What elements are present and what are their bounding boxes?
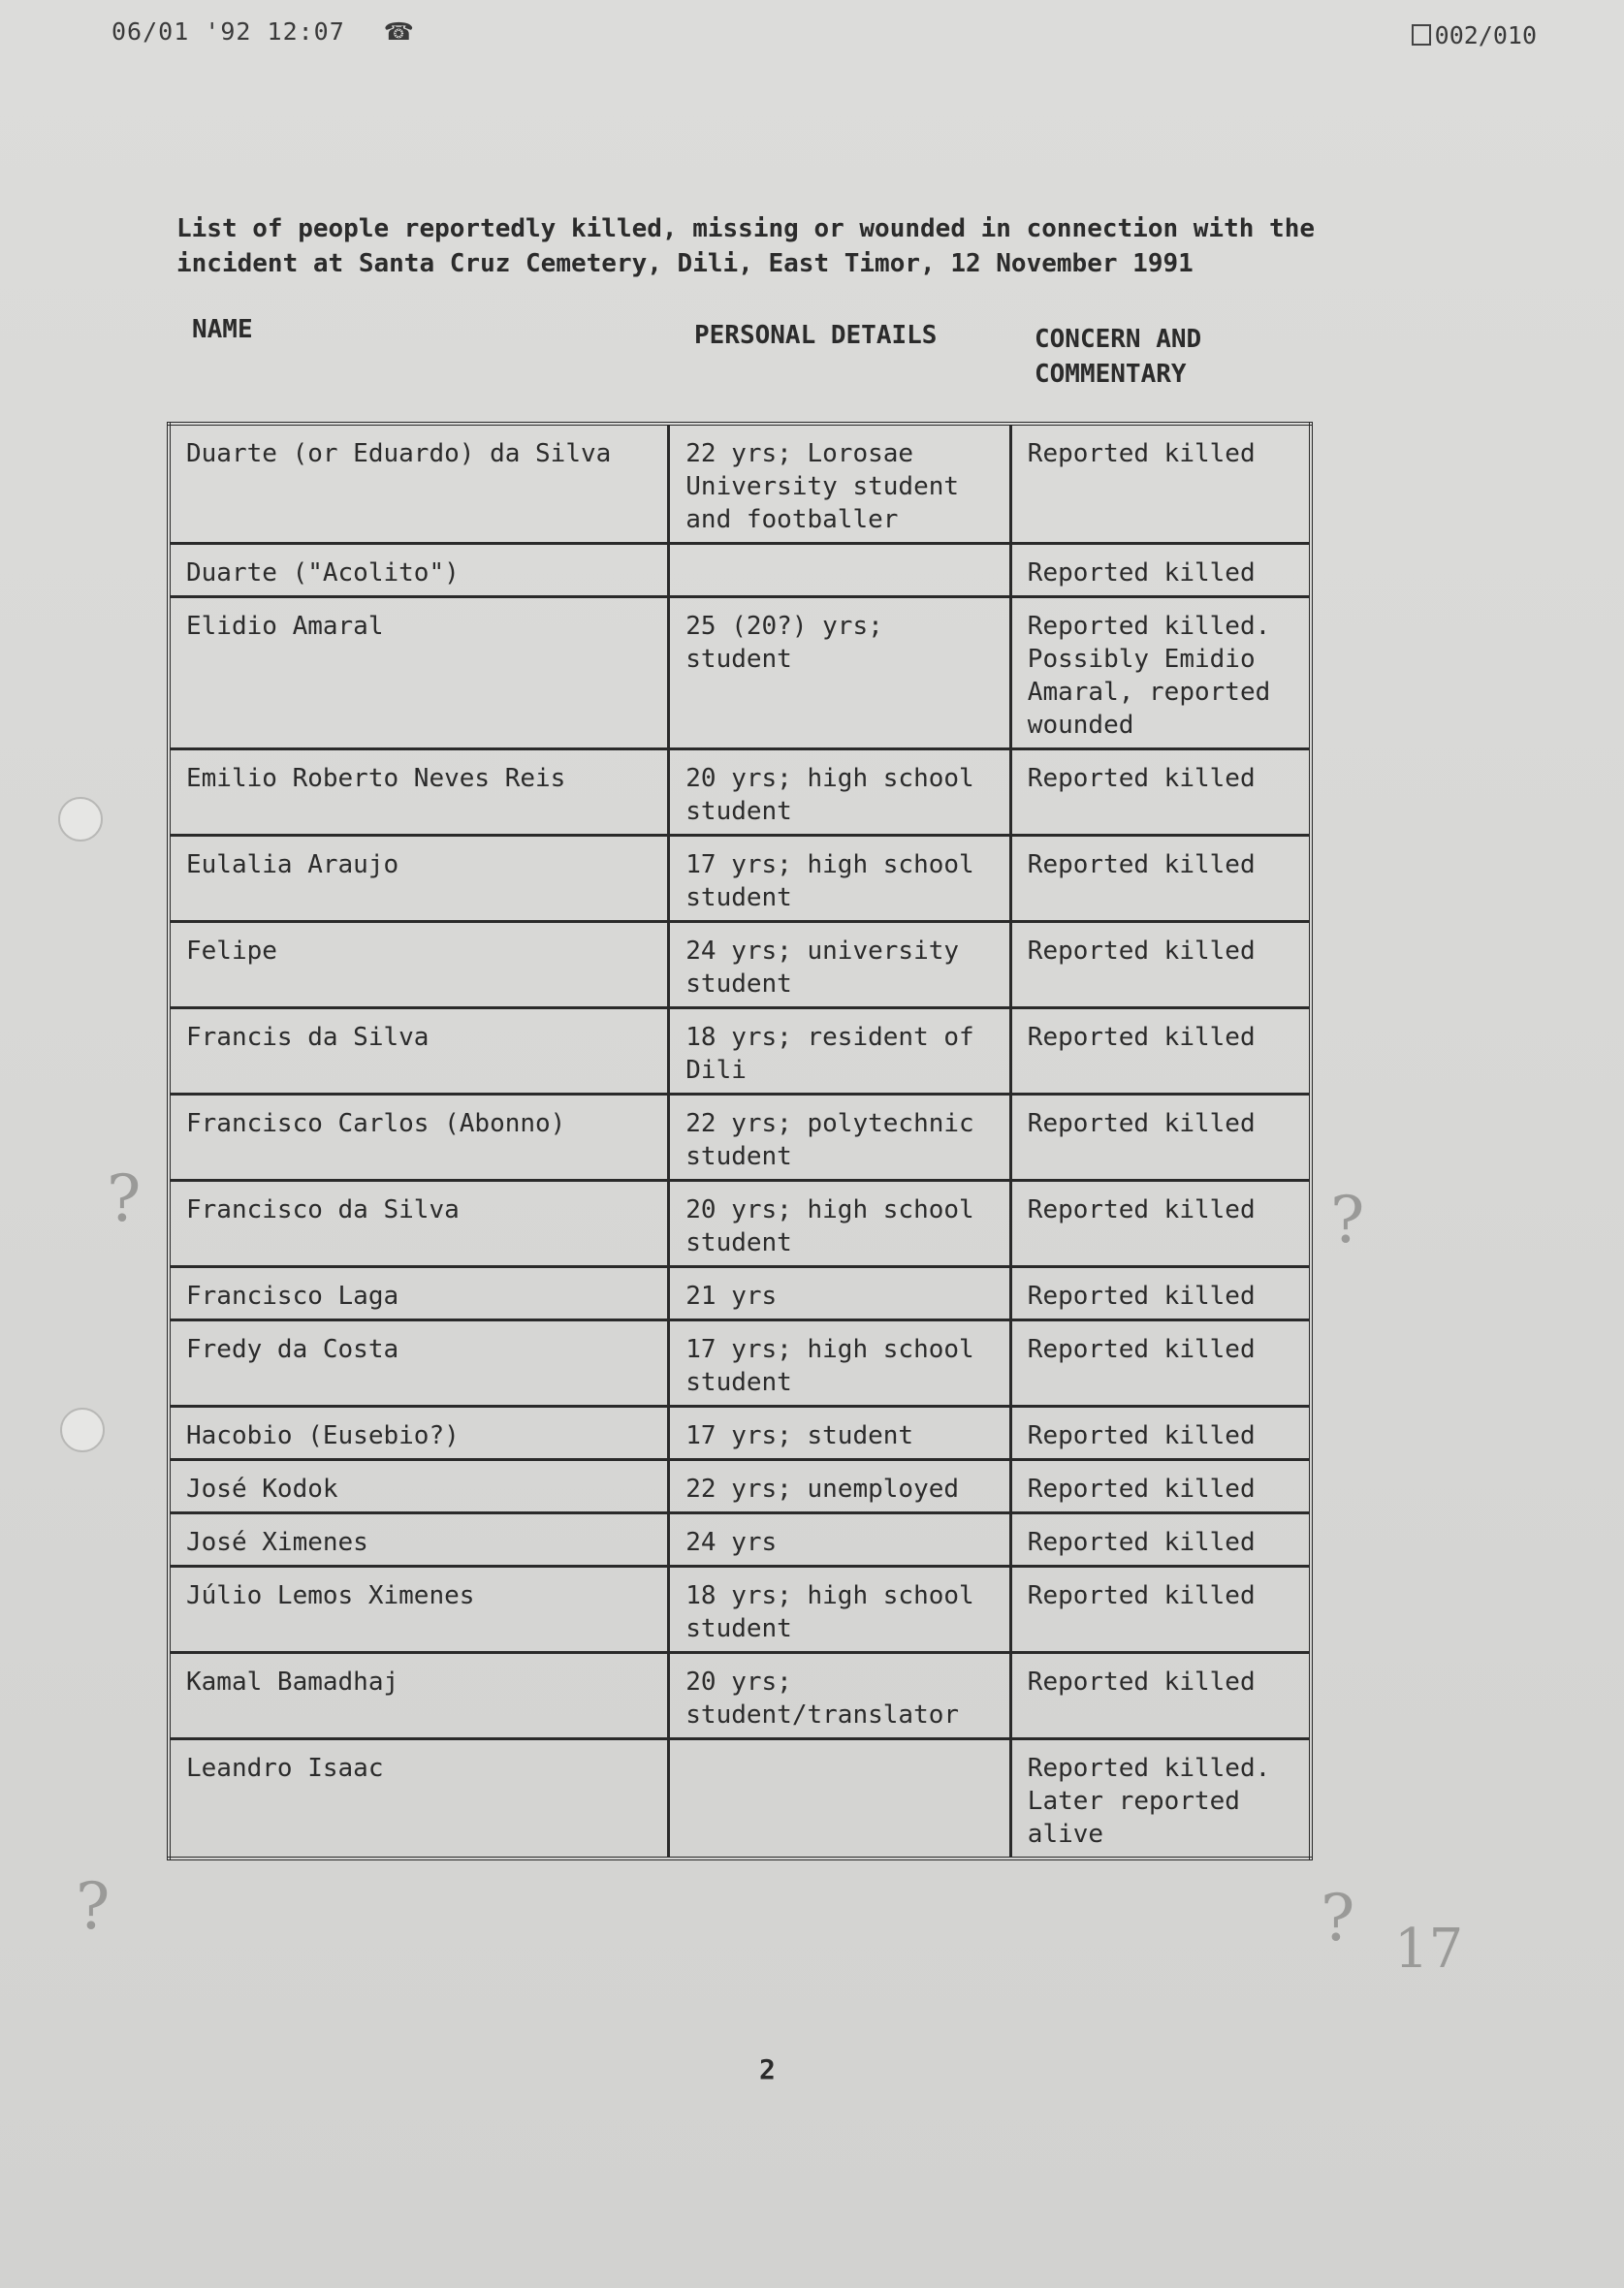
name-cell: Hacobio (Eusebio?) (169, 1407, 669, 1460)
concern-cell: Reported killed (1010, 424, 1311, 544)
concern-cell: Reported killed (1010, 1653, 1311, 1739)
concern-cell: Reported killed (1010, 1513, 1311, 1567)
details-cell (669, 544, 1011, 597)
concern-cell: Reported killed (1010, 1181, 1311, 1267)
details-cell: 20 yrs; high school student (669, 1181, 1011, 1267)
fax-header-datetime (111, 17, 415, 46)
details-cell (669, 1739, 1011, 1859)
concern-cell: Reported killed (1010, 836, 1311, 922)
fax-page-ref-text: 002/010 (1434, 21, 1537, 49)
table-row (169, 1567, 1311, 1653)
concern-cell: Reported killed (1010, 1267, 1311, 1320)
table-row (169, 1653, 1311, 1739)
concern-cell: Reported killed (1010, 749, 1311, 836)
fax-datetime-text: 06/01 '92 12:07 (111, 17, 345, 46)
table-row (169, 922, 1311, 1008)
document-title: List of people reportedly killed, missing or wounded in connection with the incident at Santa Cruz Cemetery, Dili, East Timor, 12 November 1991 (176, 214, 1315, 278)
name-cell: Francis da Silva (169, 1008, 669, 1095)
fax-box-icon (1412, 24, 1431, 46)
details-cell: 18 yrs; resident of Dili (669, 1008, 1011, 1095)
concern-cell: Reported killed (1010, 1567, 1311, 1653)
details-cell: 24 yrs; university student (669, 922, 1011, 1008)
concern-cell: Reported killed (1010, 1407, 1311, 1460)
table-row (169, 424, 1311, 544)
handwritten-count: 17 (1394, 1918, 1464, 1981)
name-cell: Kamal Bamadhaj (169, 1653, 669, 1739)
name-cell: Francisco Laga (169, 1267, 669, 1320)
concern-cell: Reported killed (1010, 1008, 1311, 1095)
details-cell: 17 yrs; high school student (669, 836, 1011, 922)
concern-cell: Reported killed (1010, 922, 1311, 1008)
table-row (169, 749, 1311, 836)
page-number: 2 (759, 2053, 776, 2085)
details-cell: 17 yrs; high school student (669, 1320, 1011, 1407)
fax-page-ref (1412, 21, 1537, 49)
handwritten-question-mark-right-1: ? (1330, 1183, 1365, 1257)
punch-hole-top (58, 797, 103, 842)
concern-cell: Reported killed (1010, 1320, 1311, 1407)
concern-cell: Reported killed. Later reported alive (1010, 1739, 1311, 1859)
casualty-table (167, 422, 1313, 1860)
details-cell: 21 yrs (669, 1267, 1011, 1320)
name-cell: Francisco Carlos (Abonno) (169, 1095, 669, 1181)
concern-cell: Reported killed. Possibly Emidio Amaral, reported wounded (1010, 597, 1311, 749)
details-cell: 24 yrs (669, 1513, 1011, 1567)
casualty-table-body (169, 424, 1311, 1859)
table-row (169, 1095, 1311, 1181)
name-cell: Emilio Roberto Neves Reis (169, 749, 669, 836)
column-header-details: PERSONAL DETAILS (694, 321, 938, 350)
table-row (169, 1407, 1311, 1460)
concern-cell: Reported killed (1010, 1095, 1311, 1181)
column-header-concern: CONCERN AND COMMENTARY (1035, 325, 1202, 389)
name-cell: Duarte (or Eduardo) da Silva (169, 424, 669, 544)
table-row (169, 836, 1311, 922)
handwritten-question-mark-left-2: ? (76, 1869, 111, 1944)
concern-cell: Reported killed (1010, 1460, 1311, 1513)
name-cell: Eulalia Araujo (169, 836, 669, 922)
name-cell: Júlio Lemos Ximenes (169, 1567, 669, 1653)
table-row (169, 1181, 1311, 1267)
table-row (169, 1739, 1311, 1859)
name-cell: Duarte ("Acolito") (169, 544, 669, 597)
name-cell: Felipe (169, 922, 669, 1008)
table-row (169, 1460, 1311, 1513)
name-cell: Elidio Amaral (169, 597, 669, 749)
details-cell: 20 yrs; high school student (669, 749, 1011, 836)
name-cell: Francisco da Silva (169, 1181, 669, 1267)
handwritten-question-mark-right-2: ? (1321, 1881, 1355, 1955)
phone-icon: ☎ (383, 17, 415, 46)
handwritten-question-mark-left-1: ? (107, 1161, 142, 1236)
name-cell: Fredy da Costa (169, 1320, 669, 1407)
table-row (169, 1008, 1311, 1095)
column-header-name: NAME (192, 315, 253, 344)
table-row (169, 1320, 1311, 1407)
name-cell: Leandro Isaac (169, 1739, 669, 1859)
table-row (169, 1513, 1311, 1567)
concern-cell: Reported killed (1010, 544, 1311, 597)
details-cell: 22 yrs; unemployed (669, 1460, 1011, 1513)
details-cell: 25 (20?) yrs; student (669, 597, 1011, 749)
punch-hole-bottom (60, 1408, 105, 1452)
details-cell: 22 yrs; Lorosae University student and footballer (669, 424, 1011, 544)
details-cell: 20 yrs; student/translator (669, 1653, 1011, 1739)
name-cell: José Ximenes (169, 1513, 669, 1567)
details-cell: 18 yrs; high school student (669, 1567, 1011, 1653)
details-cell: 22 yrs; polytechnic student (669, 1095, 1011, 1181)
details-cell: 17 yrs; student (669, 1407, 1011, 1460)
name-cell: José Kodok (169, 1460, 669, 1513)
table-row (169, 597, 1311, 749)
table-row (169, 544, 1311, 597)
table-row (169, 1267, 1311, 1320)
